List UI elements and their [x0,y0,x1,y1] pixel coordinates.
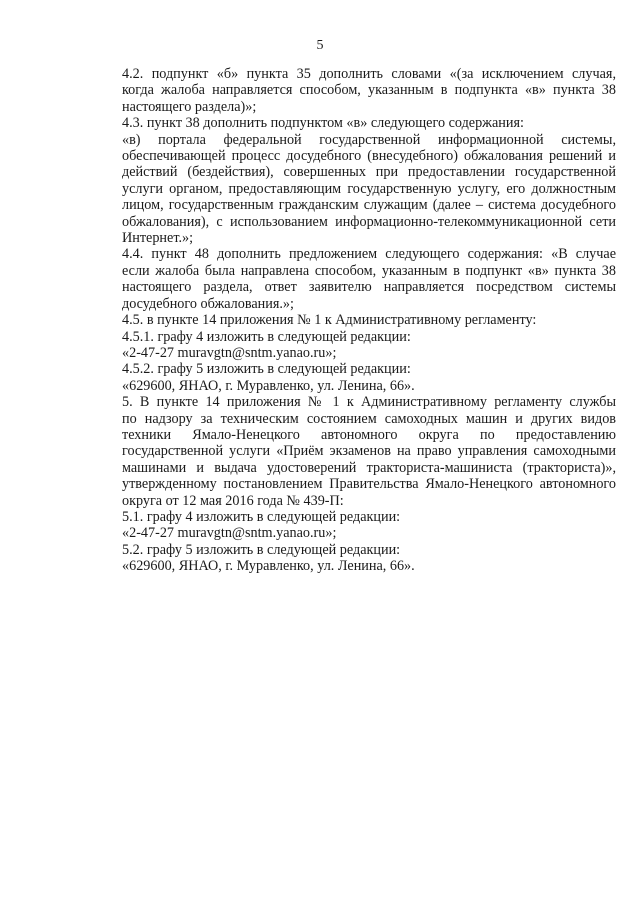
text-line: 4.5.2. графу 5 изложить в следующей редакции: [122,361,411,378]
text-line: «2-47-27 muravgtn@sntm.yanao.ru»; [122,525,337,542]
text-line: обжалования), с использованием информационно-телекоммуникационной сети [122,213,616,230]
text-line: 4.5.1. графу 4 изложить в следующей редакции: [122,328,411,345]
paragraph-4-5 [82,312,616,328]
text-line: настоящего раздела)»; [122,98,257,115]
paragraph-5-2-value [82,558,616,574]
text-line: 5.2. графу 5 изложить в следующей редакции: [122,541,401,558]
text-line: по надзору за техническим состоянием самоходных машин и других видов [122,410,616,427]
text-line: услуги органом, предоставляющим государственную услугу, его должностным [122,180,616,197]
text-line: округа от 12 мая 2016 года № 439-П: [122,492,344,509]
text-line: утвержденному постановлением Правительства Ямало-Ненецкого автономного [122,476,616,493]
text-line: 4.3. пункт 38 дополнить подпунктом «в» следующего содержания: [122,115,524,132]
text-line: техники Ямало-Ненецкого автономного округа по предоставлению [122,426,616,443]
paragraph-4-5-1 [82,329,616,345]
document-body [82,66,616,575]
paragraph-4-5-2 [82,361,616,377]
paragraph-4-5-2-value [82,378,616,394]
paragraph-4-3-v [82,132,616,247]
text-line: 5.1. графу 4 изложить в следующей редакции: [122,508,401,525]
paragraph-5 [82,394,616,509]
paragraph-4-4 [82,246,616,312]
text-line: настоящего раздела, ответ заявителю направляется посредством системы [122,279,616,296]
paragraph-5-2 [82,542,616,558]
text-line: Интернет.»; [122,230,194,247]
text-line: когда жалоба направляется способом, указанным в подпункта «в» пункта 38 [122,82,616,99]
text-line: «629600, ЯНАО, г. Муравленко, ул. Ленина, 66». [122,377,415,394]
paragraph-4-3 [82,115,616,131]
text-line: обеспечивающей процесс досудебного (внесудебного) обжалования решений и [122,148,616,165]
text-line: 5. В пункте 14 приложения № 1 к Административному регламенту службы [122,394,616,411]
page-number: 5 [316,38,324,53]
paragraph-4-2 [82,66,616,115]
text-line: «в) портала федеральной государственной информационной системы, [122,131,616,148]
text-line: лицом, государственным гражданским служащим (далее – система досудебного [122,197,616,214]
text-line: досудебного обжалования.»; [122,295,294,312]
paragraph-5-1 [82,509,616,525]
text-line: если жалоба была направлена способом, указанным в подпункт «в» пункта 38 [122,262,616,279]
text-line: «2-47-27 muravgtn@sntm.yanao.ru»; [122,344,337,361]
text-line: государственной услуги «Приём экзаменов на право управления самоходными [122,443,616,460]
text-line: машинами и выдача удостоверений тракториста-машиниста (тракториста)», [122,459,616,476]
text-line: «629600, ЯНАО, г. Муравленко, ул. Ленина, 66». [122,558,415,575]
text-line: 4.2. подпункт «б» пункта 35 дополнить словами «(за исключением случая, [122,66,616,82]
paragraph-5-1-value [82,525,616,541]
text-line: 4.5. в пункте 14 приложения № 1 к Административному регламенту: [122,312,537,329]
text-line: 4.4. пункт 48 дополнить предложением следующего содержания: «В случае [122,246,616,263]
paragraph-4-5-1-value [82,345,616,361]
text-line: действий (бездействия), совершенных при предоставлении государственной [122,164,616,181]
